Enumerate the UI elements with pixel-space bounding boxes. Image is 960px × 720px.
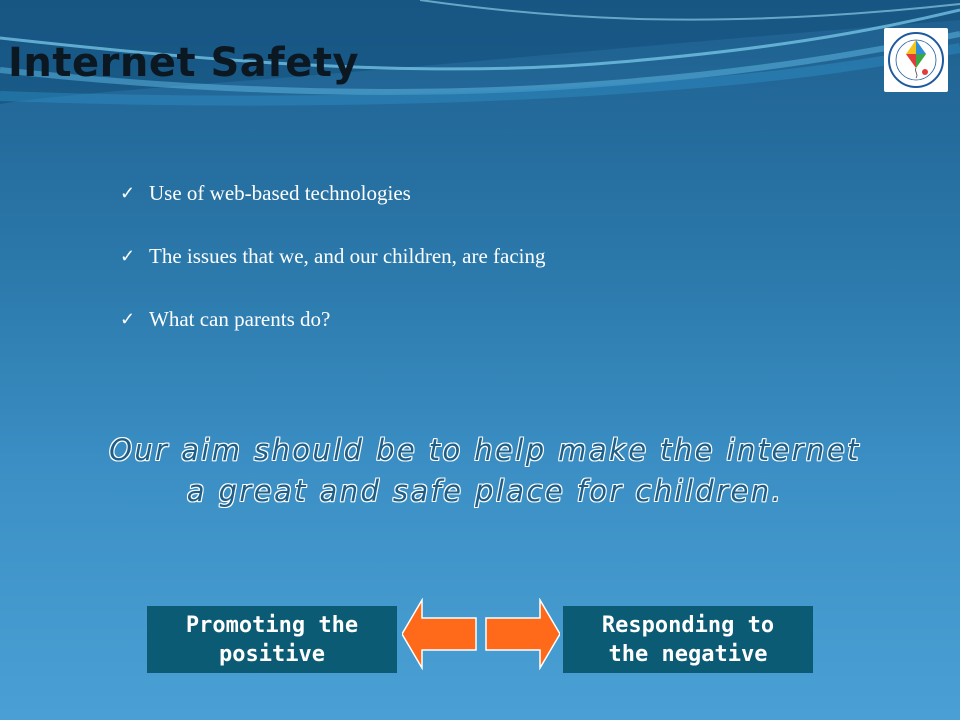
- check-icon: ✓: [120, 182, 136, 203]
- responding-negative-box: [563, 606, 813, 673]
- bullet-text: What can parents do?: [149, 306, 331, 331]
- bullet-text: Use of web-based technologies: [149, 180, 411, 205]
- check-icon: ✓: [120, 245, 136, 266]
- promoting-positive-label: Promoting the positive: [185, 612, 359, 667]
- list-item: [120, 302, 546, 336]
- aim-statement: [100, 430, 870, 512]
- school-logo: [884, 28, 948, 92]
- aim-line-1: Our aim should be to help make the internet: [109, 433, 861, 467]
- left-right-arrows-icon: [402, 598, 560, 670]
- slide-title: Internet Safety: [8, 40, 360, 86]
- bullet-list: [120, 176, 546, 365]
- aim-line-2: a great and safe place for children.: [186, 474, 784, 508]
- bullet-text: The issues that we, and our children, are facing: [149, 243, 546, 268]
- responding-negative-label: Responding to the negative: [601, 612, 775, 667]
- kite-logo-icon: [884, 28, 948, 92]
- right-arrow-icon: [486, 600, 560, 668]
- check-icon: ✓: [120, 308, 136, 329]
- promoting-positive-box: [147, 606, 397, 673]
- list-item: [120, 176, 546, 210]
- left-arrow-icon: [402, 600, 476, 668]
- list-item: [120, 239, 546, 273]
